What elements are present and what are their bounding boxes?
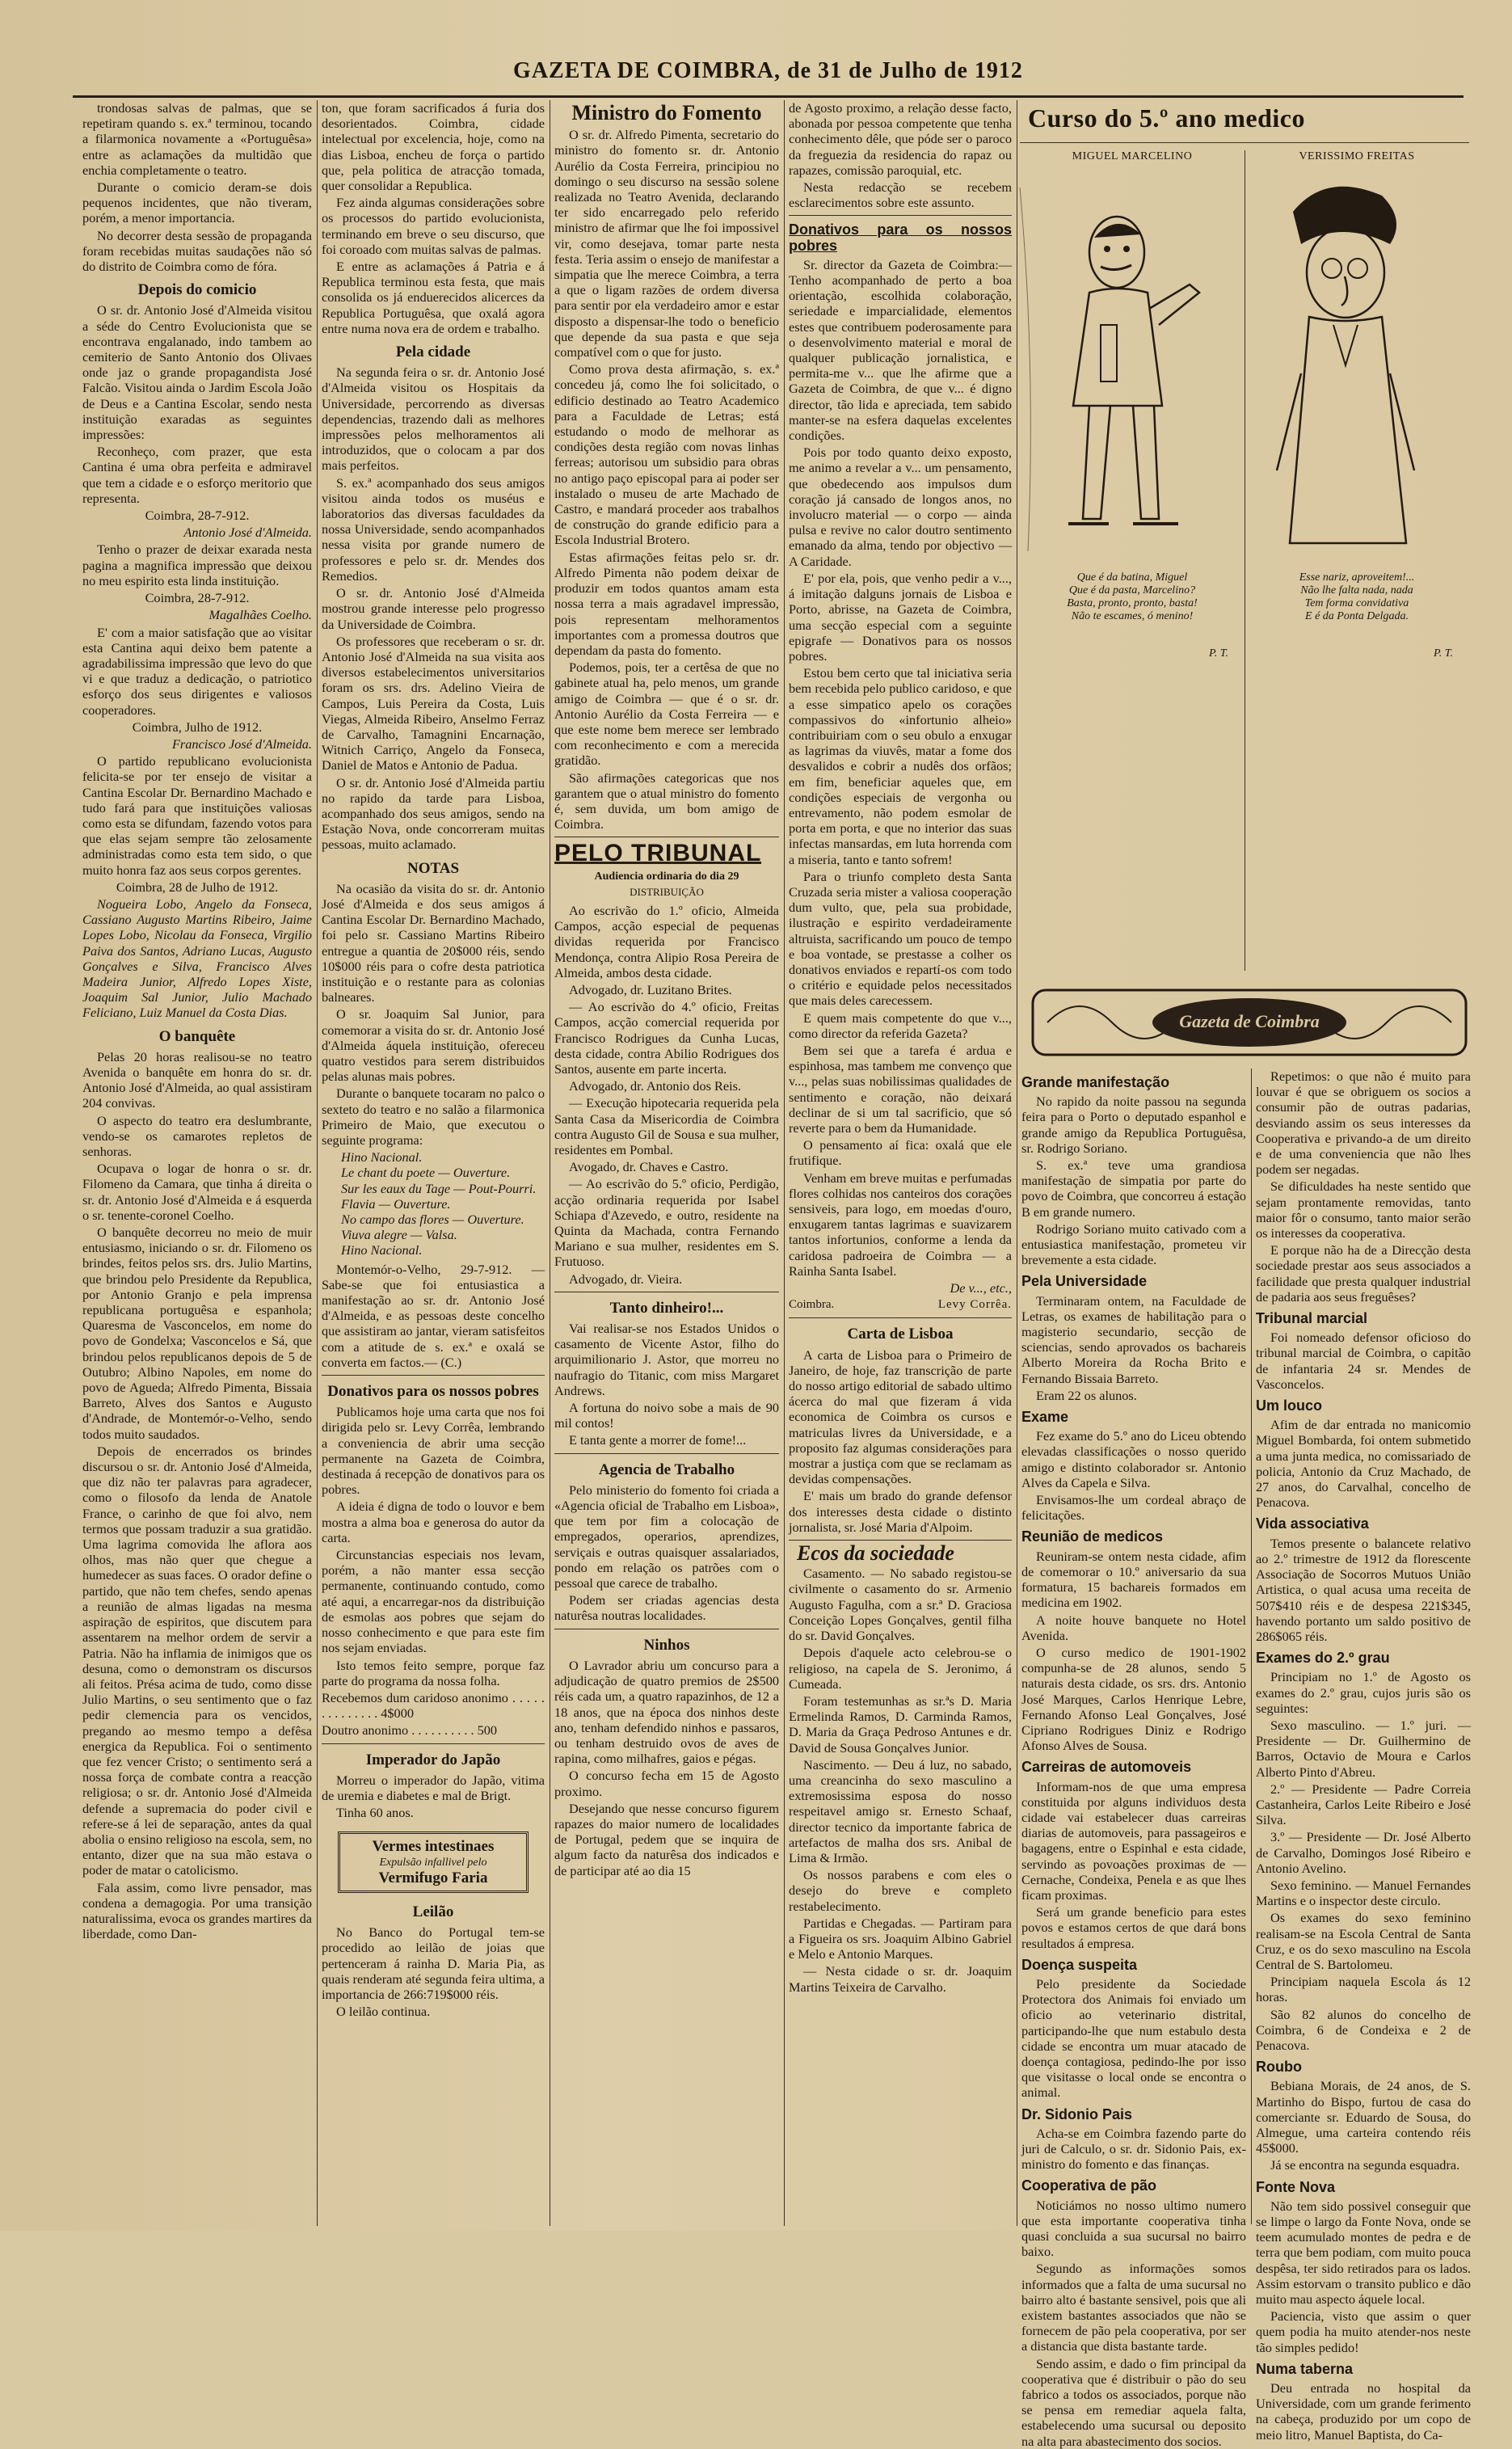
section-heading: Depois do comicio [137,281,257,299]
section-heading: Vida associativa [1256,1515,1369,1532]
article-paragraph: São 82 alunos do concelho de Coimbra, 6 de Condeixa e 2 de Penacova. [1256,2006,1471,2053]
ad-product: Vermifugo Faria [378,1869,488,1886]
divider [1020,142,1469,143]
divider [554,1453,779,1454]
column-rule [784,100,785,2226]
cartoon-caption: Que é da batina, Miguel Que é da pasta, Marcelino? Basta, pronto, pronto, basta! Não te escames, ó menino! [1067,571,1198,622]
program-item: Sur les eaux du Tage — Pout-Pourri. [341,1180,537,1196]
quote-paragraph: Tenho o prazer de deixar exarada nesta pagina a magnifica impressão que deixou no meu espirito esta linda instituição. [82,542,312,588]
donation-line: Doutro anonimo . . . . . . . . . . 500 [322,1722,498,1739]
article-paragraph: Será um grande beneficio para estes povos e estamos certos de que dará bons resultados á empresa. [1021,1904,1246,1951]
article-paragraph: Circunstancias especiais nos levam, porém, a não manter essa secção permanente, continuando contudo, como até aqui, a encarregar-nos da distribuição de esmolas aos pobres que sejam do nosso conhecimento e que para este fim nos sejam enviadas. [322,1547,545,1656]
column-6 [1256,1069,1471,2443]
article-paragraph: O Lavrador abriu um concurso para a adjudicação de quatro premios de 2$500 réis cada um, a quatro rapazinhos, de 12 a 18 anos, que na época dos ninhos deste ano, tenham defendido ninhos e passaros, ou tenham destruido ovos de aves de rapina, como milhafres, gaios e pégas. [554,1657,779,1767]
column-rule [1251,1069,1252,2224]
article-paragraph: ton, que foram sacrificados á furia dos desorientados. Coimbra, cidade intelectual por excelencia, hoje, como na dias Lisboa, encheu de força o partido que, pela politica de atracção tomada, quer consolidar a Republica. [322,100,545,194]
article-paragraph: Podemos, pois, ter a certêsa de que no gabinete atual ha, pelo menos, um grande amigo de Coimbra — que é o sr. dr. Antonio Aurélio da Costa Ferreira — e que este nome bem merece ser lembrado com reconhecimento e com a merecida gratidão. [554,660,779,769]
quote-paragraph: O partido republicano evolucionista felicita-se por ter ensejo de visitar a Cantina Escolar Dr. Bernardino Machado e tudo fará para que instituições valiosas como esta se difundam, fazendo votos para que elas sejam sempre tão zelosamente administradas como esta tem sido, o que muito honra faz aos seus corpos gerentes. [82,753,312,878]
cartoon-caption: Esse nariz, aproveitem!... Não lhe falta nada, nada Tem forma convidativa E é da Ponta Delgada. [1299,571,1415,622]
quote-date: Coimbra, Julho de 1912. [132,719,263,735]
section-heading: Roubo [1256,2059,1302,2076]
article-paragraph: Pelo presidente da Sociedade Protectora dos Animais foi enviado um oficio ao veterinario distrital, participando-lhe que num estabulo desta cidade se encontra um muar atacado de doença contagiosa, pedindo-lhe por isso que visitasse o local onde se encontra o animal. [1021,1975,1246,2101]
article-paragraph: Paciencia, visto que assim o quer quem podia ha muito atender-nos neste tão simples pedido! [1256,2308,1471,2355]
cartoon-section [1020,100,1469,977]
article-paragraph: Isto temos feito sempre, porque faz parte do programa da nossa folha. [322,1657,545,1688]
article-paragraph: Pois por todo quanto deixo exposto, me animo a revelar a v... um pensamento, que obedecendo aos impulsos dum coração já cansado de longos anos, no involucro material — o corpo — ainda pulsa e revive no calor doutro sentimento emanado da alma, tendo por objectivo — A Caridade. [789,445,1012,569]
cartoon-credit: P. T. [1209,647,1228,660]
section-heading: Dr. Sidonio Pais [1021,2105,1133,2122]
section-heading: Exame [1021,1409,1069,1426]
article-paragraph: Na segunda feira o sr. dr. Antonio José d'Almeida visitou os Hospitais da Universidade, percorrendo as diversas dependencias, trazendo dali as melhores impressões pelos melhoramentos ali introduzidos, que o colocam a par dos mais perfeitos. [322,365,545,474]
article-paragraph: Estas afirmações feitas pelo sr. dr. Alfredo Pimenta não podem deixar de produzir em todos quantos amam esta nossa terra a mais agradavel impressão, pois representam melhoramentos importantes com a promessa doutros que dependam da pasta do fomento. [554,549,779,658]
article-paragraph: Morreu o imperador do Japão, vitima de uremia e diabetes e mal de Brigt. [322,1772,545,1803]
section-heading-large: Ministro do Fomento [571,101,762,124]
article-paragraph: Fala assim, como livre pensador, mas condena a demagogia. Por uma transição naturalissima, evoca os grandes martires da liberdade, como Dan- [82,1879,312,1942]
banner-title: Gazeta de Coimbra [1179,1011,1320,1031]
program-item: No campo das flores — Ouverture. [341,1212,524,1228]
article-paragraph: Venham em breve muitas e perfumadas flores colhidas nos canteiros dos corações sensiveis, para logo, em moedas d'ouro, enxugarem tantas lagrimas e suavizarem tantos infortunios, conforme a lenda da caridosa padroeira de Coimbra — a Rainha Santa Isabel. [789,1170,1012,1279]
cartoon-name: MIGUEL MARCELINO [1072,150,1193,162]
article-paragraph: Se dificuldades ha neste sentido que sejam prontamente removidas, tanto maior fôr o consumo, tanto maior serão os interesses da cooperativa. [1256,1178,1471,1241]
cartoon-credit: P. T. [1434,647,1453,660]
article-paragraph: Terminaram ontem, na Faculdade de Letras, os exames de habilitação para o magisterio secundario, secção de sciencias, sendo aprovados os bachareis Alberto Moreira da Rocha Brito e Fernando Bissaia Barreto. [1021,1292,1246,1386]
article-paragraph: S. ex.ª teve uma grandiosa manifestação de simpatia por parte do povo de Coimbra, que concorreu á estação B em grande numero. [1021,1157,1246,1220]
article-paragraph: Já se encontra na segunda esquadra. [1270,2157,1460,2173]
section-heading: Doença suspeita [1021,1956,1138,1973]
article-paragraph: Tinha 60 anos. [336,1805,414,1821]
program-item: Hino Nacional. [341,1242,423,1258]
quote-paragraph: Reconheço, com prazer, que esta Cantina é uma obra perfeita e admiravel que tem a cidade e o esforço meritorio que representa. [82,444,312,506]
subheading: Audiencia ordinaria do dia 29 [594,870,739,883]
article-paragraph: Desejando que nesse concurso figurem rapazes do maior numero de localidades de Portugal, pedem que se inquira de algum facto da naturêsa dos indicados e de participar até ao dia 15 [554,1800,779,1878]
program-list [341,1149,545,1258]
section-heading: Agencia de Trabalho [598,1461,735,1478]
column-1 [82,100,312,2218]
section-heading: Imperador do Japão [365,1751,501,1768]
section-heading: Reunião de medicos [1021,1528,1164,1545]
letter-closing: De v..., etc., [950,1280,1012,1296]
section-heading: Grande manifestação [1021,1074,1170,1090]
article-paragraph: de Agosto proximo, a relação desse facto, abonada por pessoa competente que tenha conhecimento dêle, que póde ser o paroco da freguezia da residencia do rapaz ou rapazes, comissão paroquial, etc. [789,100,1012,178]
article-paragraph: Nesta redacção se recebem esclarecimentos sobre este assunto. [789,179,1012,211]
cartoon-name: VERISSIMO FREITAS [1299,150,1415,162]
article-paragraph: O pensamento aí fica: oxalá que ele frutifique. [789,1137,1012,1169]
section-heading-stamp: PELO TRIBUNAL [554,840,762,867]
section-heading: Leilão [412,1903,454,1920]
article-paragraph: Advogado, dr. Antonio dos Reis. [569,1078,742,1094]
letter-place: Coimbra. [789,1298,835,1312]
section-heading: Fonte Nova [1256,2178,1336,2195]
article-paragraph: O sr. dr. Alfredo Pimenta, secretario do ministro do fomento sr. dr. Antonio Aurélio da Costa Ferreira, principiou no domingo o seu discurso na sessão solene realizada no Teatro Avenida, declarando ter sido encarregado pelo referido ministro de afirmar que lhe foi impossivel vir, como desejava, tomar parte nesta festa. Teria assim o ensejo de manifestar a simpatia que lhe merece Coimbra, a terra a que o ligam razões de ordem diversa para sentir por ela verdadeiro amor e estar disposto a dispensar-lhe todo o beneficio que depende da sua pasta e que seja compatível com o que for justo. [554,127,779,360]
section-heading: Carta de Lisboa [847,1326,954,1343]
article-paragraph: Os exames do sexo feminino realisam-se na Escola Central de Santa Cruz, e os do sexo masculino na Escola Central de S. Bartolomeu. [1256,1910,1471,1972]
article-paragraph: Avogado, dr. Chaves e Castro. [569,1159,729,1175]
article-paragraph: Rodrigo Soriano muito cativado com a entusiastica manifestação, prometeu vir brevemente a esta cidade. [1021,1220,1246,1268]
masthead: GAZETA DE COIMBRA, de 31 de Julho de 1912 [513,58,1023,83]
article-paragraph: S. ex.ª acompanhado dos seus amigos visitou ainda todos os muséus e laboratorios das diversas faculdades da nossa Universidade, sendo acompanhados nessa visita por grande numero de professores e pelo sr. dr. Mendes dos Remedios. [322,474,545,584]
section-heading: Donativos para os nossos pobres [327,1383,539,1401]
article-paragraph: Como prova desta afirmação, s. ex.ª concedeu já, como lhe foi solicitado, o edificio destinado ao Teatro Academico para a Faculdade de Letras; está estudando o modo de melhorar as condições desta região com novas linhas ferreas; autorisou um subsidio para obras no antigo paço episcopal para ai poder ser instalado o museu de arte Machado de Castro, e mandará proceder aos trabalhos de construção do grande edificio para a Escola Industrial Brotero. [554,361,779,548]
article-paragraph: Sendo assim, e dado o fim principal da cooperativa que é distribuir o pão do seu fabrico a todos os associados, porque não se pensa em remediar aquela falta, estabelecendo uma sucursal ou deposito na alta para abastecimento dos socios. [1021,2355,1246,2449]
article-paragraph: Durante o banquete tocaram no palco o sexteto do teatro e no salão a filarmonica Primeiro de Maio, que executou o seguinte programa: [322,1085,545,1148]
article-paragraph: O sr. dr. Antonio José d'Almeida mostrou grande interesse pelo progresso da Universidade de Coimbra. [322,585,545,632]
article-paragraph: São afirmações categoricas que nos garantem que o atual ministro do fomento é, sem duvida, um bom amigo de Coimbra. [554,769,779,832]
article-paragraph: E' por ela, pois, que venho pedir a v..., á imitação dalguns jornais de Lisboa e Porto, abrisse, na Gazeta de Coimbra, uma secção especial com a seguinte epigrafe — Donativos para os nossos pobres. [789,570,1012,664]
article-paragraph: 2.º — Presidente — Padre Correia Castanheira, Carlos Leite Ribeiro e José Silva. [1256,1781,1471,1828]
divider [322,1743,545,1744]
article-paragraph: Acha-se em Coimbra fazendo parte do juri de Calculo, o sr. dr. Sidonio Pais, ex-ministro do fomento e das finanças. [1021,2125,1246,2173]
article-paragraph: A ideia é digna de todo o louvor e bem mostra a alma boa e generosa do autor da carta. [322,1498,545,1545]
article-paragraph: Informam-nos de que uma empresa constituida por alguns individuos desta cidade vai estabelecer duas carreiras diarias de automoveis, para passageiros e bagagens, entre o Espinhal e esta cidade, servindo as povoações proximas de — Cernache, Condeixa, Penela e as que lhes ficam proximas. [1021,1778,1246,1903]
article-paragraph: Repetimos: o que não é muito para louvar é que se obriguem os socios a consumir pão de outras padarias, desviando assim os seus interesses da Cooperativa e privando-a de um direito e de uma conveniencia que não lhes podem ser negadas. [1256,1069,1471,1178]
divider [789,1540,1012,1541]
letter-signature: Levy Corrêa. [937,1298,1012,1312]
article-paragraph: Fez exame do 5.º ano do Liceu obtendo elevadas classificações o nosso querido amigo e distinto colaborador sr. Antonio Alves da Capela e Silva. [1021,1428,1246,1490]
article-paragraph: Os nossos parabens e com eles o desejo do breve e completo restabelecimento. [789,1867,1012,1914]
article-paragraph: Ocupava o logar de honra o sr. dr. Filomeno da Camara, que tinha á direita o sr. dr. Antonio José d'Almeida e á esquerda o sr. tenente-coronel Coelho. [82,1161,312,1223]
quote-date: Coimbra, 28-7-912. [145,508,250,524]
letter-signature-row [789,1297,1012,1313]
divider [789,215,1012,216]
section-heading-italic: Ecos da sociedade [797,1541,954,1566]
article-paragraph: — Execução hipotecaria requerida pela Santa Casa da Misericordia de Coimbra contra Augusto Gil de Sousa e sua mulher, residentes em Pombal. [554,1095,779,1157]
article-paragraph: Montemór-o-Velho, 29-7-912. — Sabe-se que foi entusiastica a manifestação ao sr. dr. Antonio José d'Almeida, e as pessoas deste concelho que assistiram ao jantar, vieram satisfeitos com a atitude de s. ex.ª e oxalá se converta em factos.— (C.) [322,1261,545,1370]
section-heading: Tanto dinheiro!... [609,1299,724,1317]
section-heading: Carreiras de automoveis [1021,1759,1192,1776]
cartoon-heading: Curso do 5.º ano medico [1028,103,1305,133]
article-paragraph: No rapido da noite passou na segunda feira para o Porto o deputado espanhol e grande amigo da Republica Portuguêsa, sr. Rodrigo Soriano. [1021,1094,1246,1156]
subheading: DISTRIBUIÇÃO [630,885,704,898]
article-paragraph: — Ao escrivão do 5.º oficio, Perdigão, acção ordinaria requerida por Isabel Schiapa d'Azevedo, e outro, residente na Quinta da Machada, contra Fernando Mariano e sua mulher, residentes em S. Frutuoso. [554,1176,779,1270]
article-paragraph: E' mais um brado do grande defensor dos interesses desta cidade o distinto jornalista, sr. José Maria d'Alpoim. [789,1488,1012,1535]
article-paragraph: Segundo as informações somos informados que a falta de uma sucursal no bairro alto é bastante sensivel, pois que ali existem bastantes associados que não se fornecem de pão pela cooperativa, por ser a distancia que dista bastante tarde. [1021,2261,1246,2354]
article-paragraph: Podem ser criadas agencias desta naturêsa noutras localidades. [554,1592,779,1624]
section-heading: Pela Universidade [1021,1273,1148,1290]
cartoon-2 [1245,150,1469,660]
article-paragraph: Principiam naquela Escola ás 12 horas. [1256,1974,1471,2005]
article-paragraph: Deu entrada no hospital da Universidade, com um grande ferimento na cabeça, produzido por um copo de meio litro, Manuel Baptista, do Ca- [1256,2380,1471,2443]
article-paragraph: Durante o comicio deram-se dois pequenos incidentes, que não tiveram, porém, a menor importancia. [82,179,312,226]
quote-date: Coimbra, 28 de Julho de 1912. [116,879,279,895]
article-paragraph: Na ocasião da visita do sr. dr. Antonio José d'Almeida e dos seus amigos á Cantina Escolar Dr. Bernardino Machado, foi pelo sr. Cassiano Martins Ribeiro entregue a quantia de 20$000 réis, sendo 10$000 réis para o cofre desta patriotica instituição e o restante para as colonias balneares. [322,880,545,1005]
article-paragraph: — Nesta cidade o sr. dr. Joaquim Martins Teixeira de Carvalho. [789,1963,1012,1995]
ad-subtitle: Expulsão infallivel pelo [379,1856,487,1869]
article-paragraph: Eram 22 os alunos. [1036,1387,1137,1403]
column-rule [317,100,318,2226]
article-paragraph: Estou bem certo que tal iniciativa seria bem recebida pelo publico caridoso, e que a esse simpatico apelo os corações compassivos do «infortunio alheio» contribuiriam com o seu obulo a enxugar as lagrimas da viuvês, matar a fome dos desvalidos e cobrir a nudês dos orfãos; em fim, beneficiar aqueles que, em condições especiais de vergonha ou entrevamento, não podem esmolar de porta em porta, e que no interior das suas infectas mansardas, em luta horrenda com a miseria, tanto e tanto sofrem! [789,665,1012,867]
article-paragraph: Ao escrivão do 1.º oficio, Almeida Campos, acção especial de pequenas dividas requerida por Francisco Mendonça, contra Alipio Rosa Pereira de Almeida, ambos desta cidade. [554,902,779,980]
section-heading: O banquête [158,1027,236,1045]
program-item: Le chant du poete — Ouverture. [341,1165,511,1181]
article-paragraph: Reuniram-se ontem nesta cidade, afim de comemorar o 10.º aniversario da sua formatura, 15 bachareis formados em medicina em 1902. [1021,1548,1246,1611]
divider [789,1317,1012,1318]
column-3 [554,100,779,2218]
article-paragraph: Sexo feminino. — Manuel Fernandes Martins e o inspector deste circulo. [1256,1877,1471,1909]
article-paragraph: Casamento. — No sabado registou-se civilmente o casamento do sr. Armenio Augusto Fagulha, com a sr.ª D. Graciosa Conceição Lopes Gonçalves, gentil filha do sr. David Gonçalves. [789,1566,1012,1644]
article-paragraph: E quem mais competente do que v..., como director da referida Gazeta? [789,1010,1012,1041]
article-paragraph: O leilão continua. [336,2004,431,2020]
article-paragraph: Pelas 20 horas realisou-se no teatro Avenida o banquête em honra do sr. dr. Antonio José d'Almeida, ao qual assistiram 204 convivas. [82,1048,312,1111]
article-paragraph: O sr. dr. Antonio José d'Almeida visitou a séde do Centro Evolucionista que se encontrava engalanado, indo tambem ao cemiterio de Santo Antonio dos Olivaes onde jaz o grande propagandista José Falcão. Visitou ainda o Jardim Escola João de Deus e a Cantina Escolar, sendo nesta instituição exaradas as seguintes impressões: [82,302,312,443]
quote-signatures: Nogueira Lobo, Angelo da Fonseca, Cassiano Augusto Martins Ribeiro, Jaime Lopes Lobo, Nicolau da Fonseca, Virgilio Paiva dos Santos, Adriano Lucas, Augusto Gonçalves e Silva, Francisco Alves Madeira Junior, Alfredo Lopes Xiste, Joaquim Sal Junior, Julio Machado Feliciano, Luiz Manuel da Costa Dias. [82,896,312,1021]
article-paragraph: Depois d'aquele acto celebrou-se o religioso, na capela de S. Jeronimo, á Cumeada. [789,1645,1012,1692]
article-paragraph: Advogado, dr. Vieira. [569,1271,683,1287]
section-heading: Exames do 2.º grau [1256,1650,1390,1667]
section-banner [1031,982,1468,1063]
section-heading: Donativos para os nossos pobres [789,221,1012,254]
article-paragraph: Para o triunfo completo desta Santa Cruzada seria mister a valiosa cooperação dum vulto, que, pela sua probidade, ilustração e espirito verdadeiramente altruista, sacrificando um pouco de tempo e boa vontade, se prestasse a colher os donativos enviados e repartí-os com todo o critério e equidade pelos necessitados que mais deles carecessem. [789,868,1012,1009]
section-heading: NOTAS [406,859,460,877]
article-paragraph: Partidas e Chegadas. — Partiram para a Figueira os srs. Joaquim Albino Gabriel e Melo e Antonio Marques. [789,1915,1012,1962]
article-paragraph: Os professores que receberam o sr. dr. Antonio José d'Almeida na sua visita aos diversos estabelecimentos universitarios foram os srs. drs. Adelino Vieira de Campos, Luis Pereira da Costa, Luis Viegas, Almeida Ribeiro, Anselmo Ferraz de Carvalho, Tamagnini Encarnação, Witnich Carriço, Angelo da Fonseca, Daniel de Matos e Antonio de Padua. [322,633,545,773]
caricature-drawing-icon [1020,163,1245,567]
cartoon-1 [1020,150,1245,660]
article-paragraph: A carta de Lisboa para o Primeiro de Janeiro, de hoje, faz transcrição de parte do nosso artigo editorial de sabado ultimo ácerca do mal que fizeram á vida economica de Coimbra os cursos e matriculas livres da Universidade, e a proposito faz algumas considerações para mostrar a justiça com que se reclamam as devidas compensações. [789,1347,1012,1487]
article-paragraph: Vai realisar-se nos Estados Unidos o casamento de Vicente Astor, filho do arquimilionario J. Astor, que morreu no naufragio do Titanic, com miss Margaret Andrews. [554,1321,779,1398]
article-paragraph: E tanta gente a morrer de fome!... [569,1432,747,1448]
article-paragraph: Foi nomeado defensor oficioso do tribunal marcial de Coimbra, o capitão de infantaria 24 sr. Mendes de Vasconcelos. [1256,1330,1471,1392]
article-paragraph: Noticiámos no nosso ultimo numero que esta importante cooperativa tinha quasi concluida a sua sucursal no bairro baixo. [1021,2197,1246,2260]
article-paragraph: — Ao escrivão do 4.º oficio, Freitas Campos, acção comercial requerida por Francisco Rodrigues da Cunha Lucas, desta cidade, contra Abilio Rodrigues dos Santos, ausente em parte incerta. [554,999,779,1077]
ad-title: Vermes intestinaes [372,1838,495,1856]
program-item: Hino Nacional. [341,1149,423,1165]
quote-signature: Magalhães Coelho. [208,607,312,623]
section-heading: Ninhos [643,1636,690,1654]
article-paragraph: Advogado, dr. Luzitano Brites. [569,981,732,997]
article-paragraph: Temos presente o balancete relativo ao 2.º trimestre de 1912 da florescente Associação de Socorros Mutuos União Artistica, o qual acusa uma receita de 507$410 réis e de despesa 221$345, havendo portanto um saldo positivo de 286$065 réis. [1256,1535,1471,1644]
article-paragraph: Bebiana Morais, de 24 anos, de S. Martinho do Bispo, furtou de casa do comerciante sr. Eduardo de Sousa, do Almegue, uma carteira contendo réis 45$000. [1256,2078,1471,2156]
program-item: Flavia — Ouverture. [341,1195,451,1212]
quote-date: Coimbra, 28-7-912. [145,590,250,606]
article-paragraph: Bem sei que a tarefa é ardua e espinhosa, mas tambem me convenço que v..., pelas suas nobilissimas qualidades de sentimento e coração, não deixará declinar de si um tal sacrificio, que só reverte para o bem da Humanidade. [789,1042,1012,1136]
article-paragraph: Depois de encerrados os brindes discursou o sr. dr. Antonio José d'Almeida, que diz não ter palavras para agradecer, como o filosofo da lenda de Anatole France, o carinho de que foi alvo, nem termos que possam traduzir a sua gratidão. Uma lagrima comovida lhe aflora aos olhos, mas não quer que chegue a humedecer as suas faces. O orador define o partido, que não tem chefes, sendo apenas a reunião de almas ligadas na mesma aspiração de espiritos, que discutem para assentarem na melhor ordem de servir a Patria. Não ha inflamia de inimigos que os desuna, como o demonstram os discursos ali feitos. Présa acima de tudo, como disse Julio Martins, o seu sentimento que o faz pedir clemencia para os vencidos, pregando ao mesmo tempo a defêsa energica da Republica. Foi o sentimento que fez vencer Cristo; o sentimento será a nossa força de combate contra a reacção religiosa; o sr. dr. Antonio José d'Almeida defende a supremacia do poder civil e refere-se á lei de separação, antes da qual abolia o ensino religioso na escola, sem, no entanto, dizer que na sua mão estava o poder de matar o catolicismo. [82,1443,312,1878]
caricature-drawing-icon [1245,163,1469,567]
article-paragraph: O banquête decorreu no meio de muir entusiasmo, iniciando o sr. dr. Filomeno os brindes, feitos pelos srs. drs. Julio Martins, que brindou pelo Presidente da Republica, por Antonio Granjo e pela imprensa republicana portuguêsa e espanhola; Quaresma de Vasconcelos, em nome do povo de Gondelxa; Vasconcelos e Sá, que brindou pelos republicanos depois de 5 de Outubro; Albino Napoles, em nome do povo de Agueda; Alfredo Pimenta, Bissaia Barreto, Alves dos Santos e Augusto d'Andrade, de Montemór-o-Velho, sendo todos muito saudados. [82,1224,312,1442]
article-paragraph: A noite houve banquete no Hotel Avenida. [1021,1612,1246,1643]
article-paragraph: No Banco do Portugal tem-se procedido ao leilão de joias que pertenceram á rainha D. Maria Pia, as quais renderam até segunda feira ultima, a importancia de 266:719$000 réis. [322,1924,545,2002]
program-item: Viuva alegre — Valsa. [341,1227,457,1243]
quote-signature: Francisco José d'Almeida. [171,736,312,752]
article-paragraph: O concurso fecha em 15 de Agosto proximo. [554,1768,779,1799]
quote-paragraph: E' com a maior satisfação que ao visitar esta Cantina aqui deixo bem patente a agradabilissima impressão que levo do que vi e que traduz a dedicação, o patriotico esforço dos seus dirigentes e valiosos cooperadores. [82,624,312,718]
section-heading: Pela cidade [395,344,471,361]
article-paragraph: Fez ainda algumas considerações sobre os processos do partido evolucionista, terminando em breve o seu discurso, que foi coroado com muitas salvas de palmas. [322,195,545,257]
article-paragraph: Não tem sido possivel conseguir que se limpe o largo da Fonte Nova, onde se teem acumulado montes de pedra e de terra que bem podiam, com muito pouca despêsa, ter sido retirados para os lados. Assim estorvam o transito publico e dão muito mau aspecto áquele local. [1256,2198,1471,2308]
article-paragraph: O aspecto do teatro era deslumbrante, vendo-se os camarotes repletos de senhoras. [82,1112,312,1159]
article-paragraph: Publicamos hoje uma carta que nos foi dirigida pelo sr. Levy Corrêa, lembrando a conveniencia de abrir uma secção permanente na Gazeta de Coimbra, destinada á recepção de donativos para os pobres. [322,1404,545,1498]
article-paragraph: Principiam no 1.º de Agosto os exames do 2.º grau, cujos juris são os seguintes: [1256,1669,1471,1716]
article-paragraph: Envisamos-lhe um cordeal abraço de felicitações. [1021,1492,1246,1524]
article-paragraph: 3.º — Presidente — Dr. José Alberto de Carvalho, Domingos José Ribeiro e Antonio Avelino. [1256,1829,1471,1876]
section-heading: Tribunal marcial [1256,1310,1368,1327]
article-paragraph: Sr. director da Gazeta de Coimbra:— Tenho acompanhado de perto a boa orientação, escolhida colaboração, seriedade e imparcialidade, elementos estes que contribuem poderosamente para o desenvolvimento material e moral de qualquer publicação jornalistica, e permita-me v... que lhe afirme que a Gazeta de Coimbra, de que v... é digno director, tão lida e apreciada, tem sabido manter-se na esfera daquelas excelentes condições. [789,256,1012,444]
column-4 [789,100,1012,2218]
article-paragraph: Foram testemunhas as sr.ªs D. Maria Ermelinda Ramos, D. Carminda Ramos, D. Maria da Graça Pedroso Antunes e dr. David de Sousa Gonçalves Junior. [789,1692,1012,1756]
donation-line: Recebemos dum caridoso anonimo . . . . . . . . . . . . . . 4$000 [322,1689,545,1722]
advertisement-box [338,1831,529,1893]
column-2 [322,100,545,2218]
article-paragraph: O sr. dr. Antonio José d'Almeida partiu no rapido da tarde para Lisboa, acompanhado dos seus amigos, sendo na Estação Nova, onde concorreram muitas pessoas, muito aclamado. [322,774,545,853]
article-paragraph: A fortuna do noivo sobe a mais de 90 mil contos! [554,1400,779,1431]
section-heading: Numa taberna [1256,2360,1354,2377]
article-paragraph: Afim de dar entrada no manicomio Miguel Bombarda, foi ontem submetido a uma junta medica, no comissariado de policia, Antonio da Cruz Machado, de 27 anos, do Carvalhal, concelho de Penacova. [1256,1417,1471,1511]
column-5 [1021,1069,1246,2449]
section-heading: Um louco [1256,1397,1323,1414]
article-paragraph: trondosas salvas de palmas, que se repetiram quando s. ex.ª terminou, tocando a filarmonica novamente a «Portuguêsa» entre as aclamações da multidão que enchia completamente o teatro. [82,100,312,178]
article-paragraph: No decorrer desta sessão de propaganda foram recebidas muitas saudações não só do distrito de Coimbra como de fóra. [82,227,312,275]
section-heading: Cooperativa de pão [1021,2177,1157,2194]
article-paragraph: O curso medico de 1901-1902 compunha-se de 28 alunos, sendo 5 naturais desta cidade, os srs. drs. Antonio José Marques, Carlos Henrique Lebre, Fernando Afonso Leal Gonçalves, José Cipriano Rodrigues Diniz e Rodrigo Afonso Alves de Sousa. [1021,1644,1246,1754]
article-paragraph: O sr. Joaquim Sal Junior, para comemorar a visita do sr. dr. Antonio José d'Almeida áquela instituição, ofereceu quatro vestidos para serem distribuidos pelas alunas mais pobres. [322,1006,545,1085]
article-paragraph: E porque não ha de a Direcção desta sociedade prestar aos seus associados a facilidade que presta qualquer industrial de padaria aos seus freguêses? [1256,1242,1471,1305]
divider [322,1375,545,1376]
masthead-rule [73,95,1464,98]
quote-signature: Antonio José d'Almeida. [183,525,312,541]
article-paragraph: Pelo ministerio do fomento foi criada a «Agencia oficial de Trabalho em Lisboa», que tem por fim a colocação de empregados, operarios, aprendizes, serviçais e outras quaisquer assalariados, pondo em relação os patrões com o pessoal que carece de trabalho. [554,1482,779,1591]
article-paragraph: Nascimento. — Deu á luz, no sabado, uma creancinha do sexo masculino a extremosissima esposa do nosso respeitavel amigo sr. Ernesto Schaaf, director tecnico da importante fabrica de artefactos de malha dos srs. Anibal de Lima & Irmão. [789,1756,1012,1865]
article-paragraph: Sexo masculino. — 1.º juri. — Presidente — Dr. Guilhermino de Barros, Octavio de Moura e Carlos Alberto Pinto d'Abreu. [1256,1717,1471,1780]
article-paragraph: E entre as aclamações á Patria e á Republica terminou esta festa, que mais consolida os já enduerecidos alicerces da Republica Portuguêsa, que oxalá agora entre numa nova era de ordem e trabalho. [322,259,545,336]
